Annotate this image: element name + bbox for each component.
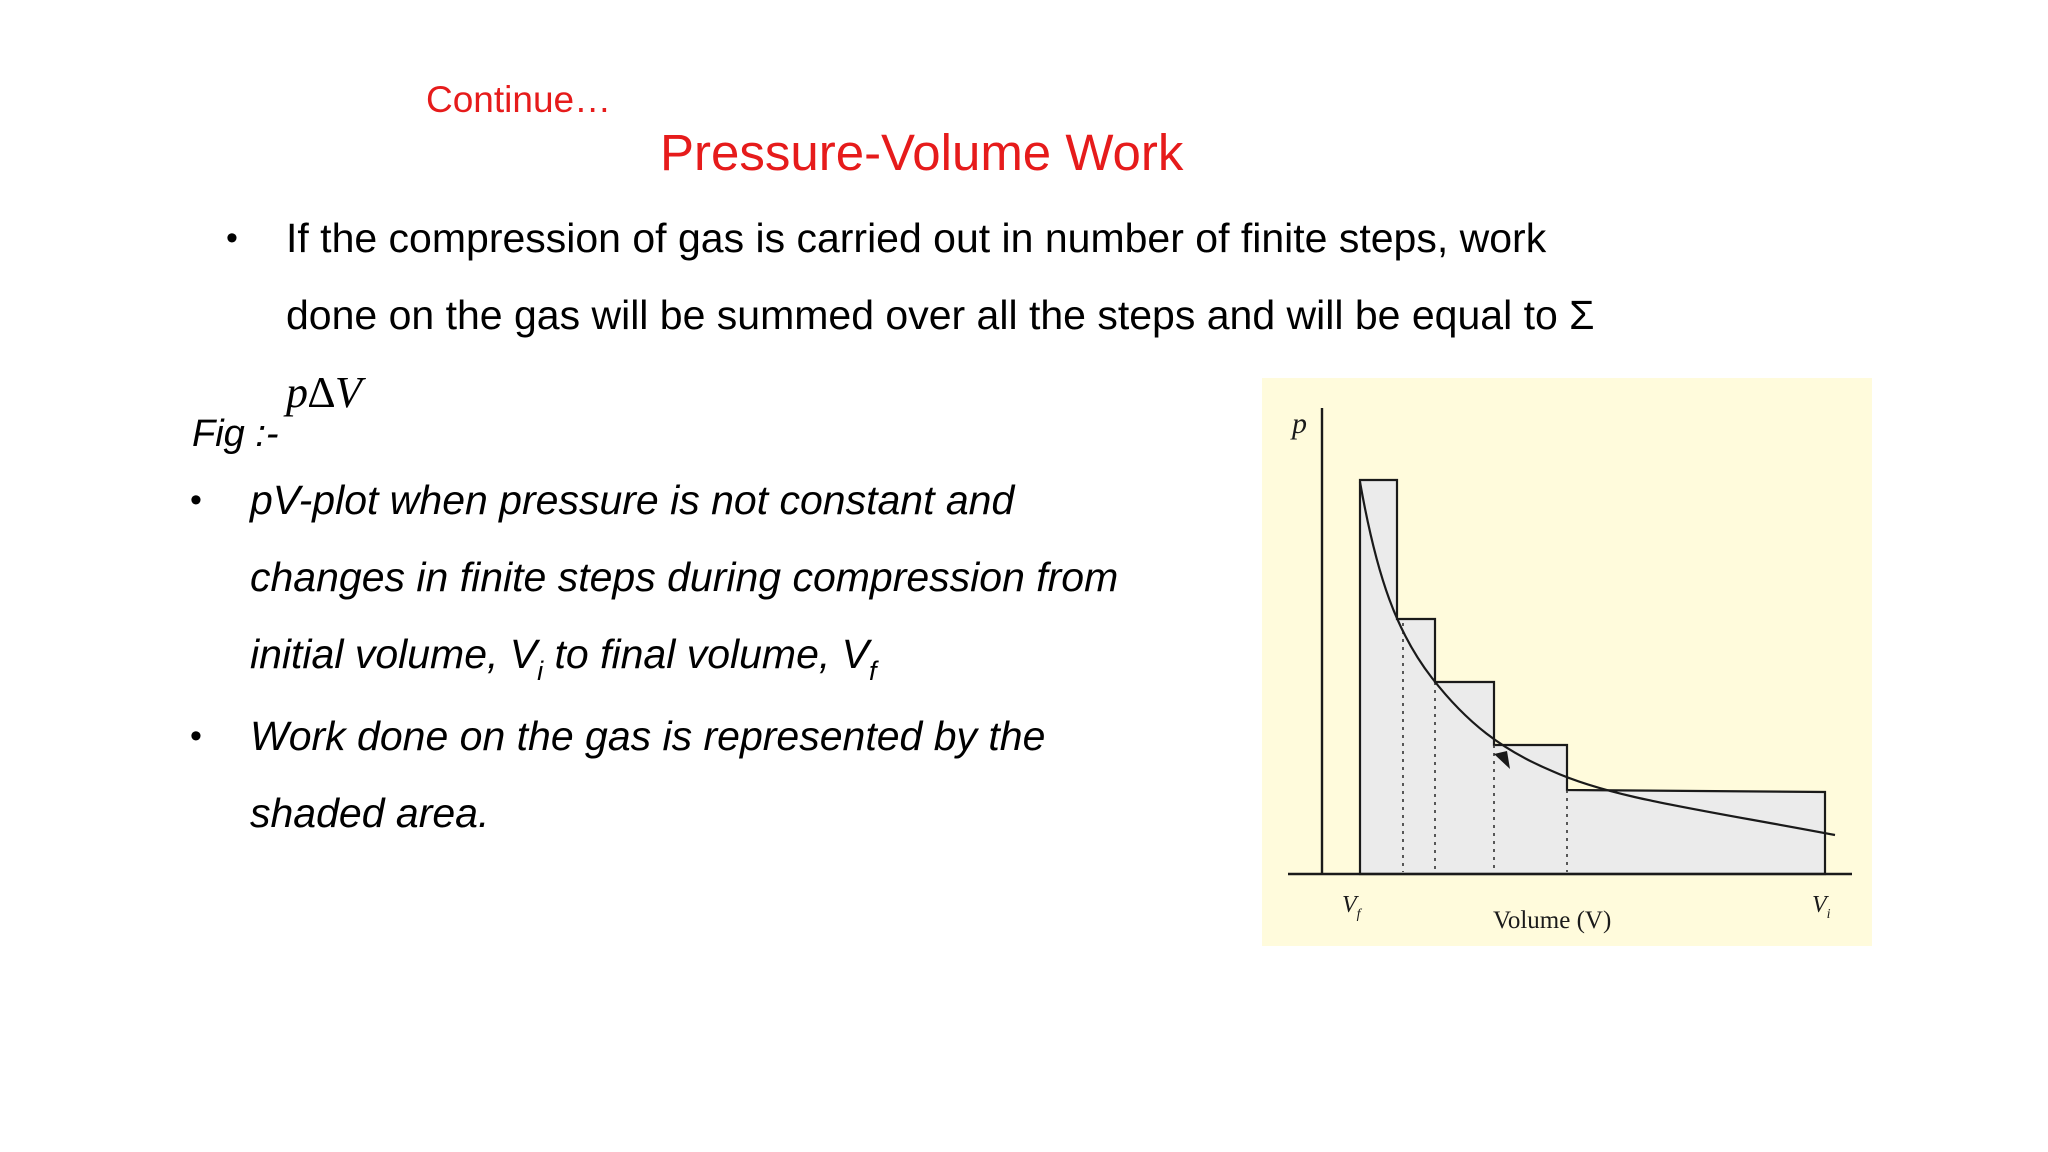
initial-volume-text: initial volume, V: [250, 631, 538, 677]
fig-bullet-2-line-2: shaded area.: [250, 790, 490, 836]
final-volume-subscript: f: [869, 656, 877, 686]
bullet-icon: •: [190, 717, 202, 755]
fig-bullet-2: [188, 698, 1188, 852]
main-bullet-line-1: If the compression of gas is carried out in number of finite steps, work: [286, 215, 1547, 261]
fig-bullet-1-line-2: changes in finite steps during compression from: [250, 554, 1119, 600]
bullet-icon: •: [190, 481, 202, 519]
fig-bullet-list: [188, 462, 1188, 852]
sum-formula: p∆V: [286, 368, 362, 417]
continue-label: Continue…: [426, 79, 612, 120]
slide-title: Pressure-Volume Work: [660, 124, 1184, 181]
pv-plot-figure: [1262, 378, 1872, 946]
x-axis-label: Volume (V): [1493, 907, 1612, 934]
y-axis-label: p: [1292, 407, 1307, 440]
fig-label: Fig :-: [192, 413, 279, 455]
fig-bullet-2-line-1: Work done on the gas is represented by the: [250, 713, 1046, 759]
main-bullet-line-2: done on the gas will be summed over all the steps and will be equal to Σ: [286, 292, 1595, 338]
initial-volume-subscript: i: [537, 656, 544, 686]
pv-plot-svg: [1262, 378, 1872, 946]
fig-bullet-1-line-1: pV-plot when pressure is not constant and: [250, 477, 1015, 523]
vf-label-main: V: [1342, 892, 1357, 918]
shaded-work-area: [1360, 480, 1825, 874]
vf-label: [1342, 892, 1363, 922]
bullet-icon: •: [226, 219, 238, 257]
vi-label: [1812, 892, 1831, 922]
final-volume-text: to final volume, V: [543, 631, 870, 677]
fig-bullet-1: [188, 462, 1188, 698]
vf-label-sub: f: [1356, 907, 1361, 922]
step-area: [1360, 480, 1825, 874]
vi-label-main: V: [1812, 892, 1827, 918]
vi-label-sub: i: [1826, 907, 1831, 922]
fig-bullet-1-line-3: [250, 616, 1188, 698]
